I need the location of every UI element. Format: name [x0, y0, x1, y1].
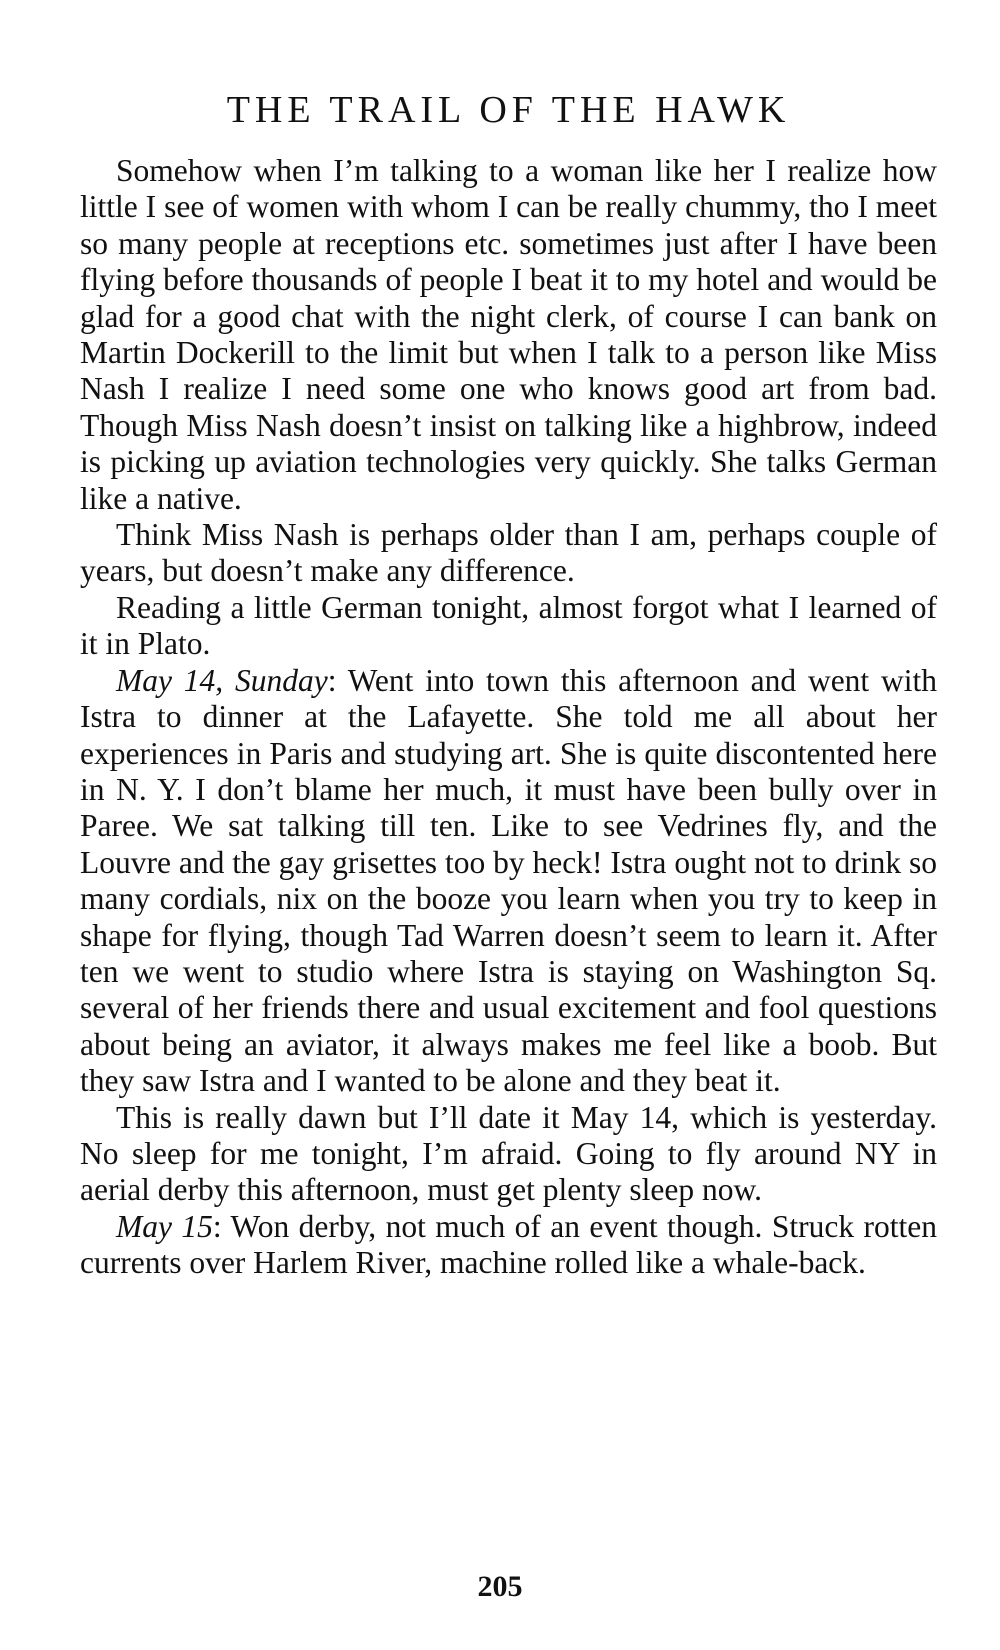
diary-entry	[80, 663, 937, 1100]
entry-date: May 15	[116, 1208, 213, 1244]
paragraph-text: Somehow when I’m talking to a woman like her I realize how little I see of women with whom I can be really chummy, tho I meet so many people at receptions etc. sometimes just after I have been flying before thousands of people I beat it to my hotel and would be glad for a good chat with the night clerk, of course I can bank on Martin Dockerill to the limit but when I talk to a person like Miss Nash I realize I need some one who knows good art from bad. Though Miss Nash doesn’t insist on talking like a highbrow, indeed is picking up aviation technologies very quickly. She talks German like a native.	[80, 153, 937, 516]
paragraph-text: : Went into town this afternoon and went with Istra to dinner at the Lafayette. She told me all about her experiences in Paris and studying art. She is quite discontented here in N. Y. I don’t blame her much, it must have been bully over in Paree. We sat talking till ten. Like to see Vedrines fly, and the Louvre and the gay grisettes too by heck! Istra ought not to drink so many cordials, nix on the booze you learn when you try to keep in shape for flying, though Tad Warren doesn’t seem to learn it. After ten we went to studio where Istra is staying on Washington Sq. several of her friends there and usual excitement and fool questions about being an aviator, it always makes me feel like a boob. But they saw Istra and I wanted to be alone and they beat it.	[80, 662, 937, 1099]
paragraph	[80, 517, 937, 590]
book-page	[80, 85, 937, 1282]
paragraph-text: : Won derby, not much of an event though. Struck rotten currents over Harlem River, machine rolled like a whale-back.	[80, 1208, 937, 1281]
paragraph	[80, 1100, 937, 1209]
paragraph-text: Think Miss Nash is perhaps older than I am, perhaps couple of years, but doesn’t make any difference.	[80, 517, 937, 589]
paragraph-text: Reading a little German tonight, almost forgot what I learned of it in Plato.	[80, 589, 937, 662]
entry-date: May 14, Sunday	[116, 662, 328, 698]
running-head: THE TRAIL OF THE HAWK	[226, 89, 791, 131]
paragraph	[80, 153, 937, 517]
diary-entry	[80, 1209, 937, 1282]
paragraph-text: This is really dawn but I’ll date it May 14, which is yesterday. No sleep for me tonight, I’m afraid. Going to fly around NY in aerial derby this afternoon, must get plenty sleep now.	[80, 1099, 937, 1208]
page-number: 205	[477, 1570, 523, 1603]
paragraph	[80, 590, 937, 663]
